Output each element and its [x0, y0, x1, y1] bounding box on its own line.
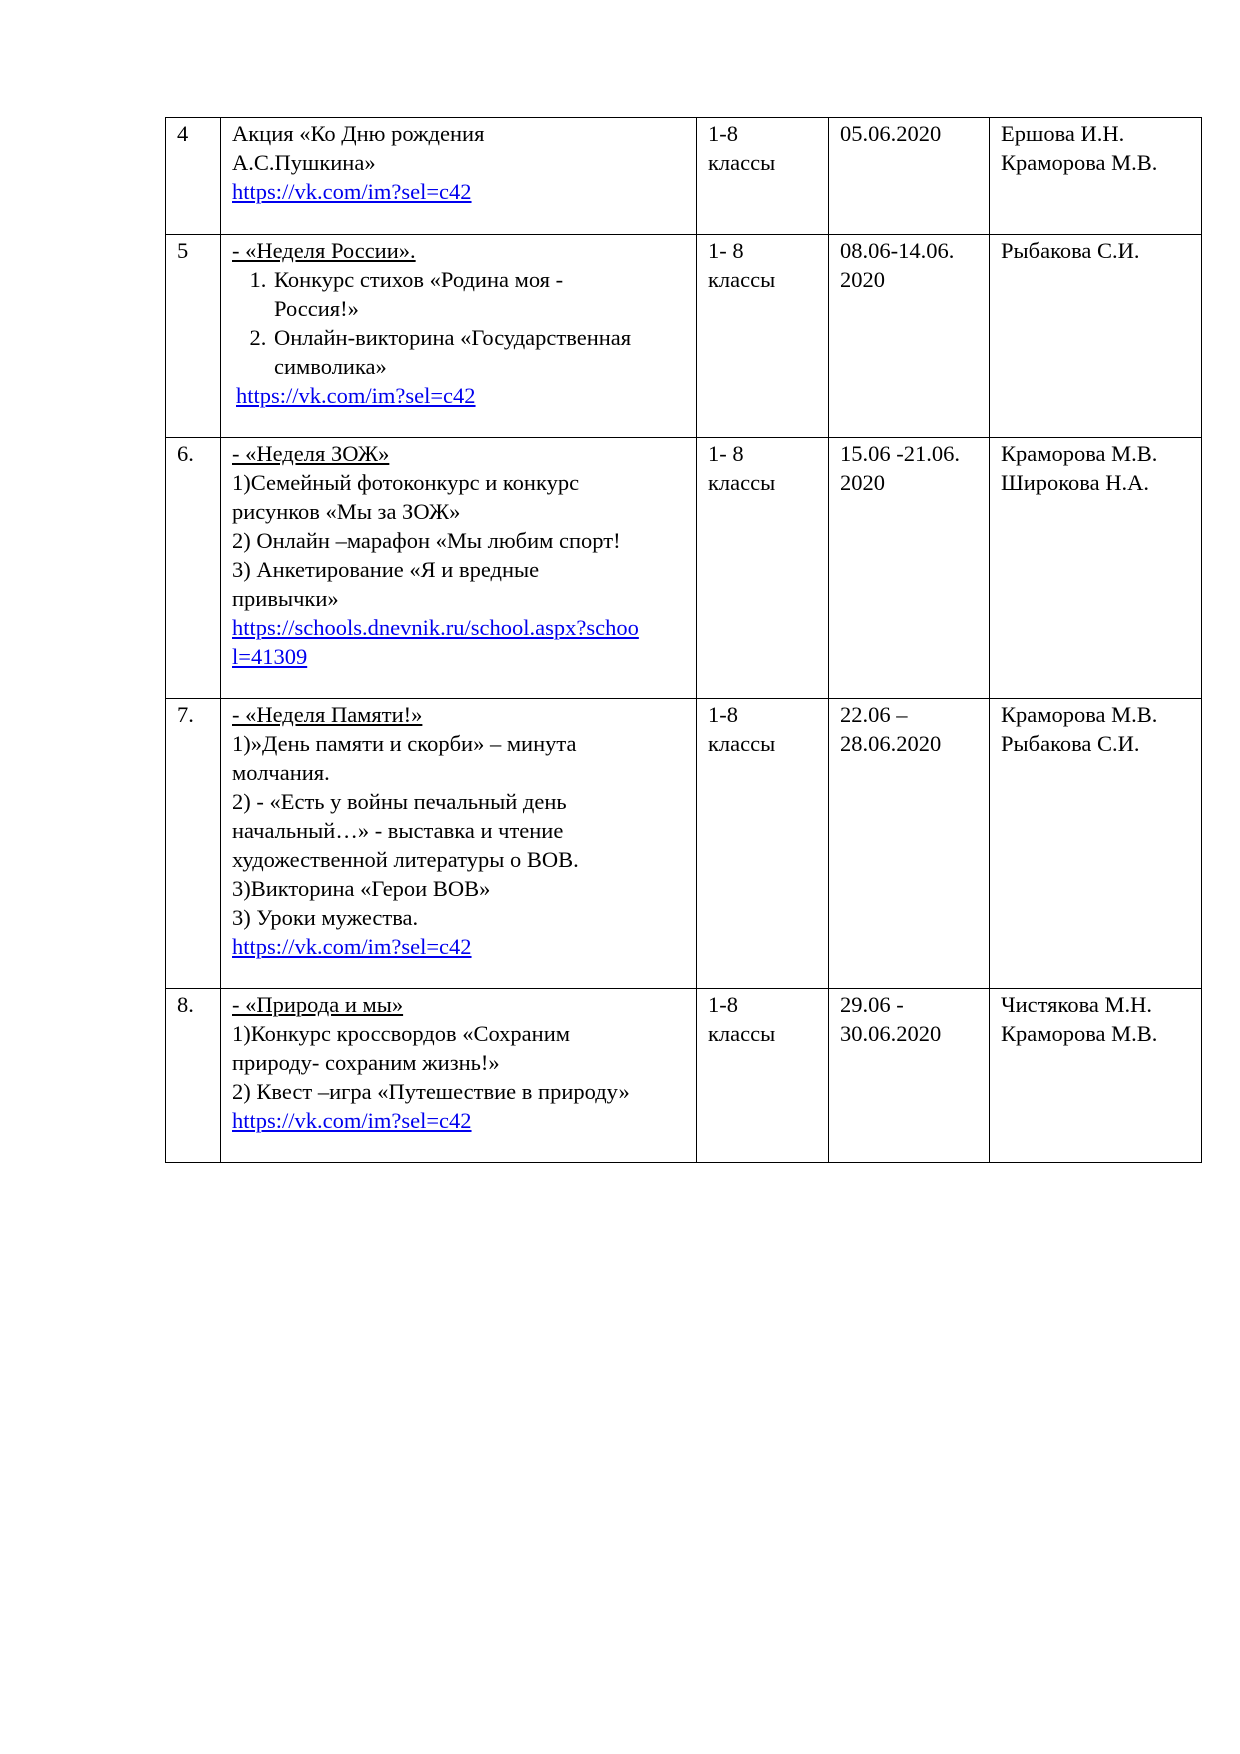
event-title: - «Неделя ЗОЖ»: [232, 441, 390, 466]
list-item: 2. Онлайн-викторина «Государственная символика»: [272, 323, 686, 381]
event-title: - «Неделя Памяти!»: [232, 702, 423, 727]
event-title: - «Природа и мы»: [232, 992, 404, 1017]
row-number: 8.: [166, 989, 221, 1163]
table-row: [166, 699, 1202, 989]
event-link[interactable]: https://vk.com/im?sel=c42: [236, 383, 476, 408]
responsible-cell: Чистякова М.Н. Крамоpова М.В.: [990, 989, 1202, 1163]
list-item: 1. Конкурс стихов «Родина моя - Россия!»: [272, 265, 686, 323]
table-row: [166, 438, 1202, 699]
event-item-list: [232, 265, 686, 381]
event-cell: [221, 118, 697, 235]
event-link[interactable]: https://vk.com/im?sel=c42: [232, 179, 472, 204]
event-cell: - «Природа и мы» 1)Конкурс кроссвордов «Сохраним природу- сохраним жизнь!» 2) Квест –игра «Путешествие в природу» https://vk.com/im?sel=c42: [221, 989, 697, 1163]
row-number: 7.: [166, 699, 221, 989]
classes-cell: 1-8 классы: [697, 699, 829, 989]
classes-cell: 1-8 классы: [697, 989, 829, 1163]
event-title-cont: А.С.Пушкина»: [232, 150, 376, 175]
classes-cell: 1- 8 классы: [697, 235, 829, 438]
responsible-cell: Крамоpова М.В. Широкова Н.А.: [990, 438, 1202, 699]
event-cell: - «Неделя ЗОЖ» 1)Семейный фотоконкурс и конкурс рисунков «Мы за ЗОЖ» 2) Онлайн –марафон «Мы любим спорт! 3) Анкетирование «Я и вредные привычки» https://schools.dnevnik.ru/school.aspx?schoo l=41309: [221, 438, 697, 699]
event-title: Акция «Ко Дню рождения: [232, 121, 485, 146]
date-cell: 15.06 -21.06. 2020: [829, 438, 990, 699]
row-number: 4: [166, 118, 221, 235]
event-link[interactable]: https://vk.com/im?sel=c42: [232, 934, 472, 959]
event-link[interactable]: https://schools.dnevnik.ru/school.aspx?schoo l=41309: [232, 615, 639, 669]
table-row: [166, 989, 1202, 1163]
table-row: [166, 118, 1202, 235]
event-cell: - «Неделя Памяти!» 1)»День памяти и скорби» – минута молчания. 2) - «Есть у войны печальный день начальный…» - выставка и чтение художественной литературы о ВОВ. 3)Викторина «Герои ВОВ» 3) Уроки мужества. https://vk.com/im?sel=c42: [221, 699, 697, 989]
row-number: 6.: [166, 438, 221, 699]
date-cell: 29.06 - 30.06.2020: [829, 989, 990, 1163]
responsible-cell: Крамоpова М.В. Рыбакова С.И.: [990, 699, 1202, 989]
date-cell: 08.06-14.06. 2020: [829, 235, 990, 438]
responsible-cell: Ершова И.Н. Крамоpова М.В.: [990, 118, 1202, 235]
date-cell: 22.06 – 28.06.2020: [829, 699, 990, 989]
responsible-cell: Рыбакова С.И.: [990, 235, 1202, 438]
classes-cell: 1-8 классы: [697, 118, 829, 235]
events-table: [165, 117, 1202, 1163]
event-title: - «Неделя России».: [232, 238, 416, 263]
event-cell: [221, 235, 697, 438]
row-number: 5: [166, 235, 221, 438]
classes-cell: 1- 8 классы: [697, 438, 829, 699]
table-row: [166, 235, 1202, 438]
event-link[interactable]: https://vk.com/im?sel=c42: [232, 1108, 472, 1133]
date-cell: 05.06.2020: [829, 118, 990, 235]
